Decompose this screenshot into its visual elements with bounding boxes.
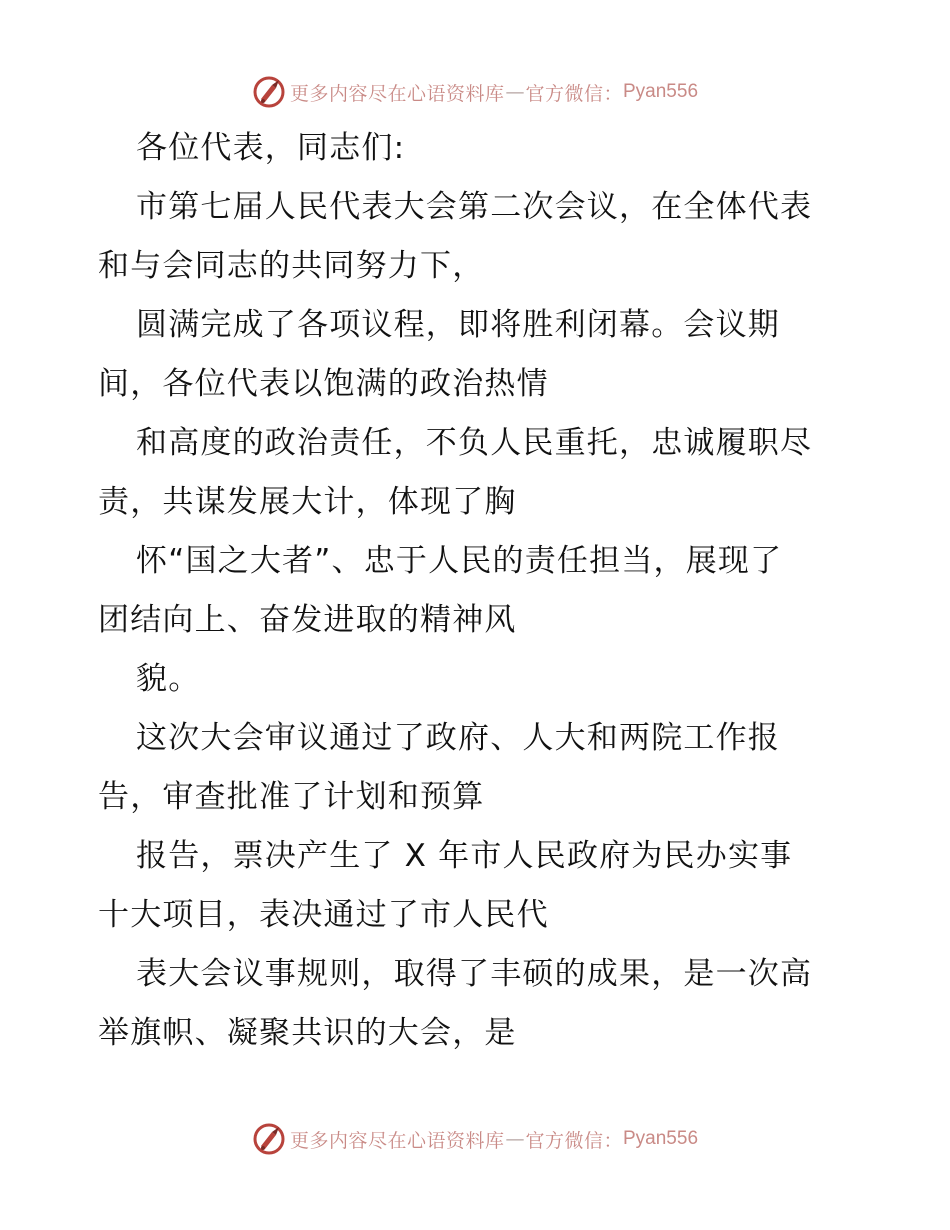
body-line: 责，共谋发展大计，体现了胸: [98, 484, 517, 520]
header-banner-wechat-id: Pyan556: [623, 81, 699, 102]
footer-banner-wechat-id: Pyan556: [623, 1128, 699, 1149]
body-line: 这次大会审议通过了政府、人大和两院工作报: [136, 720, 780, 756]
body-line: 团结向上、奋发进取的精神风: [98, 602, 517, 638]
footer-banner-wechat-label: 官方微信：: [525, 1129, 623, 1152]
header-banner: [0, 72, 950, 112]
body-line: 和与会同志的共同努力下，: [98, 248, 485, 284]
body-line: 和高度的政治责任，不负人民重托，忠诚履职尽: [136, 425, 813, 461]
brand-logo-icon: [252, 75, 286, 109]
footer-banner-dash: —: [505, 1128, 525, 1150]
body-line: 报告，票决产生了 X 年市人民政府为民办实事: [136, 838, 793, 874]
body-line: 各位代表，同志们:: [136, 130, 406, 166]
footer-banner: [0, 1119, 950, 1159]
body-line: 怀“国之大者”、忠于人民的责任担当，展现了: [136, 543, 783, 579]
header-banner-wechat-label: 官方微信：: [525, 82, 623, 105]
body-line: 十大项目，表决通过了市人民代: [98, 897, 549, 933]
body-line: 圆满完成了各项议程，即将胜利闭幕。会议期: [136, 307, 780, 343]
footer-banner-text: 更多内容尽在心语资料库: [289, 1129, 505, 1152]
body-line: 市第七届人民代表大会第二次会议，在全体代表: [136, 189, 813, 225]
body-line: 举旗帜、凝聚共识的大会，是: [98, 1015, 517, 1051]
header-banner-text: 更多内容尽在心语资料库: [289, 82, 505, 105]
body-line: 告，审查批准了计划和预算: [98, 779, 485, 815]
header-banner-dash: —: [505, 81, 525, 103]
body-line: 间，各位代表以饱满的政治热情: [98, 366, 549, 402]
brand-logo-icon: [252, 1122, 286, 1156]
body-line: 貌。: [136, 661, 201, 697]
body-line: 表大会议事规则，取得了丰硕的成果，是一次高: [136, 956, 813, 992]
